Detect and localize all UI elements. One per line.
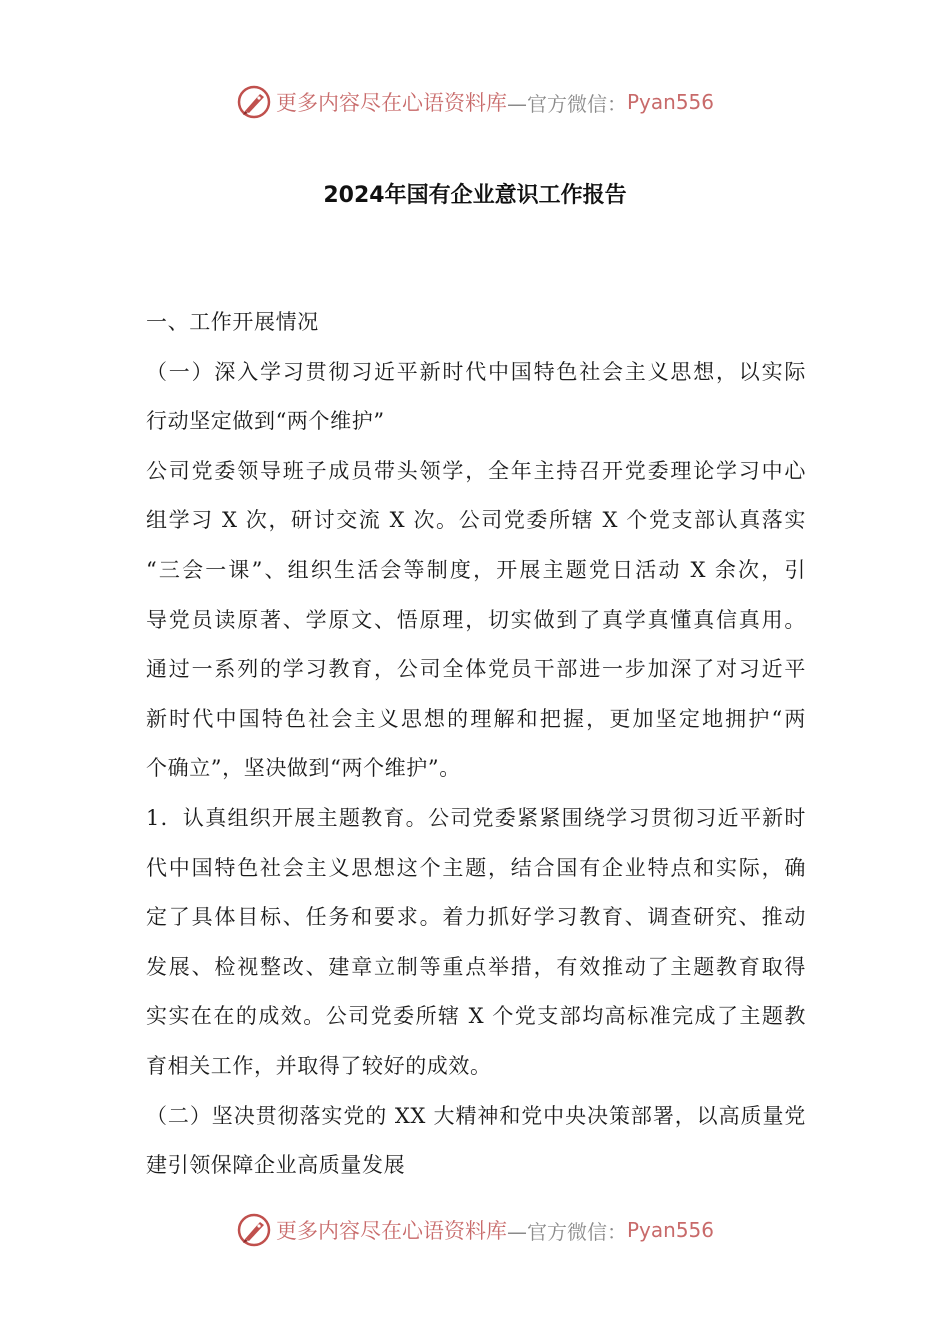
pen-nib-icon [236,1212,272,1248]
paragraph-line: 新时代中国特色社会主义思想的理解和把握，更加坚定地拥护“两 [146,706,806,731]
watermark-wechat-id: Pyan556 [626,1218,714,1242]
subsection-heading-line: 建引领保障企业高质量发展 [146,1153,406,1178]
subsection-heading-line: （二）坚决贯彻落实党的 XX 大精神和党中央决策部署，以高质量党 [146,1103,806,1128]
document-body [146,298,806,1191]
paragraph-line: 公司党委领导班子成员带头领学，全年主持召开党委理论学习中心 [146,458,806,483]
paragraph-line: 组学习 X 次，研讨交流 X 次。公司党委所辖 X 个党支部认真落实 [146,508,806,533]
paragraph-line: 定了具体目标、任务和要求。着力抓好学习教育、调查研究、推动 [146,905,806,930]
paragraph-line: 实实在在的成效。公司党委所辖 X 个党支部均高标准完成了主题教 [146,1004,806,1029]
paragraph-line: 个确立”，坚决做到“两个维护”。 [146,756,461,781]
watermark-text-sub: —官方微信： [506,1219,627,1244]
watermark-banner-top [0,82,950,122]
paragraph-line: “三会一课”、组织生活会等制度，开展主题党日活动 X 余次，引 [146,557,806,582]
subsection-heading-line: （一）深入学习贯彻习近平新时代中国特色社会主义思想，以实际 [146,359,806,384]
pen-nib-icon [236,84,272,120]
watermark-wechat-id: Pyan556 [626,90,714,114]
paragraph-line: 代中国特色社会主义思想这个主题，结合国有企业特点和实际，确 [146,855,806,880]
subsection-heading-line: 行动坚定做到“两个维护” [146,409,385,434]
paragraph-line: 导党员读原著、学原文、悟原理，切实做到了真学真懂真信真用。 [146,607,806,632]
watermark-banner-bottom [0,1210,950,1250]
paragraph-line: 通过一系列的学习教育，公司全体党员干部进一步加深了对习近平 [146,657,806,682]
section-heading: 一、工作开展情况 [146,310,319,334]
watermark-text-main: 更多内容尽在心语资料库 [275,1219,507,1243]
paragraph-line: 育相关工作，并取得了较好的成效。 [146,1053,492,1078]
watermark-text-sub: —官方微信： [506,91,627,116]
paragraph-line: 1．认真组织开展主题教育。公司党委紧紧围绕学习贯彻习近平新时 [146,805,806,830]
paragraph-line: 发展、检视整改、建章立制等重点举措，有效推动了主题教育取得 [146,954,806,979]
watermark-text-main: 更多内容尽在心语资料库 [275,91,507,115]
document-title: 2024年国有企业意识工作报告 [323,183,627,208]
